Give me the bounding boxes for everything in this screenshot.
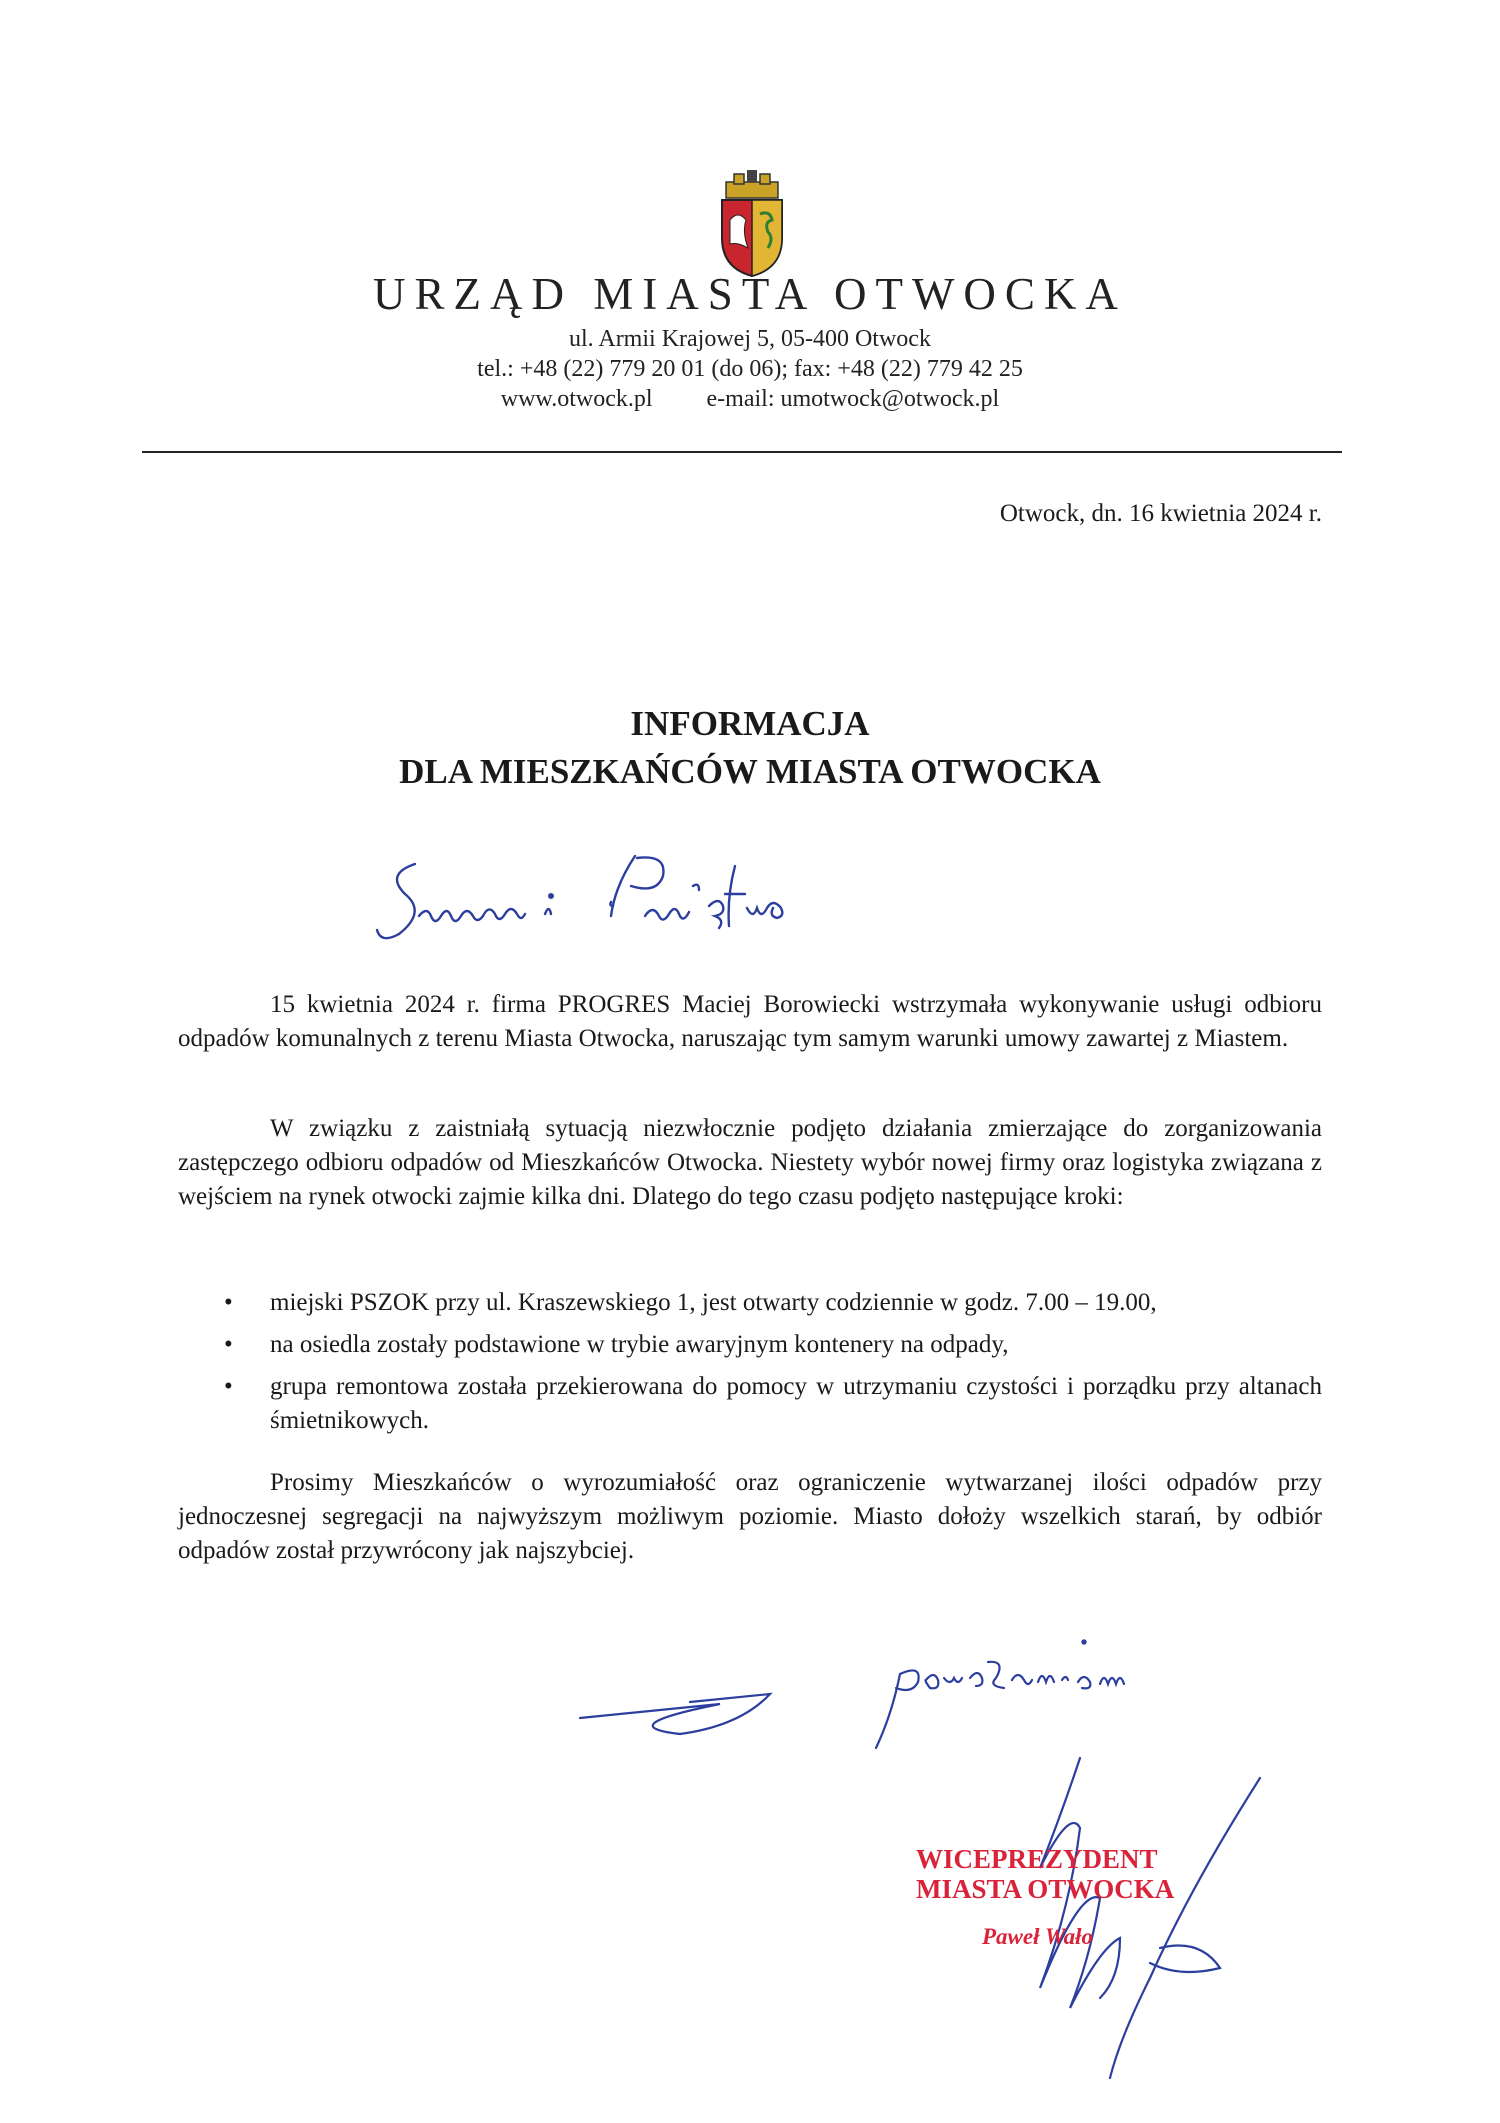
list-item	[178, 1370, 1322, 1438]
handwritten-salutation	[375, 846, 895, 956]
bullet-icon: •	[224, 1331, 233, 1358]
list-item-text: grupa remontowa została przekierowana do pomocy w utrzymaniu czystości i porządku przy altanach śmietnikowych.	[270, 1373, 1322, 1434]
paragraph-1	[178, 988, 1322, 1056]
stamp-title: WICEPREZYDENT	[916, 1844, 1158, 1874]
list-item-text: na osiedla zostały podstawione w trybie awaryjnym kontenery na odpady,	[270, 1331, 1009, 1358]
office-name: URZĄD MIASTA OTWOCKA	[373, 269, 1127, 319]
paragraph-2-text: W związku z zaistniałą sytuacją niezwłocznie podjęto działania zmierzające do zorganizowania zastępczego odbioru odpadów od Mieszkańców Otwocka. Niestety wybór nowej firmy oraz logistyka związana z wejściem na rynek otwocki zajmie kilka dni. Dlatego do tego czasu podjęto następujące kroki:	[178, 1115, 1322, 1210]
bullet-icon: •	[224, 1289, 233, 1316]
office-address: ul. Armii Krajowej 5, 05-400 Otwock	[569, 326, 931, 352]
stamp-city: MIASTA OTWOCKA	[916, 1874, 1175, 1904]
office-phone-fax: tel.: +48 (22) 779 20 01 (do 06); fax: +48 (22) 779 42 25	[477, 356, 1023, 382]
office-website[interactable]: www.otwock.pl	[500, 386, 653, 412]
document-subtitle: DLA MIESZKAŃCÓW MIASTA OTWOCKA	[399, 752, 1101, 791]
office-contacts	[0, 386, 1500, 413]
paragraph-1-text: 15 kwietnia 2024 r. firma PROGRES Maciej Borowiecki wstrzymała wykonywanie usługi odbioru odpadów komunalnych z terenu Miasta Otwocka, naruszając tym samym warunki umowy zawartej z Miastem.	[178, 991, 1322, 1052]
document-title: INFORMACJA	[630, 704, 870, 743]
paragraph-3-text: Prosimy Mieszkańców o wyrozumiałość oraz ograniczenie wytwarzanej ilości odpadów przy jednoczesnej segregacji na najwyższym możliwym poziomie. Miasto dołoży wszelkich starań, by odbiór odpadów został przywrócony jak najszybciej.	[178, 1469, 1322, 1564]
paragraph-3	[178, 1466, 1322, 1568]
official-stamp	[916, 1844, 1216, 1952]
handwritten-closing	[876, 1640, 1124, 1748]
steps-list	[178, 1286, 1322, 1446]
paragraph-2	[178, 1112, 1322, 1214]
letterhead-divider	[142, 451, 1342, 453]
city-crest-logo	[712, 168, 792, 280]
list-item	[178, 1286, 1322, 1320]
stamp-signer-name: Paweł Wało	[982, 1924, 1093, 1949]
list-item-text: miejski PSZOK przy ul. Kraszewskiego 1, jest otwarty codziennie w godz. 7.00 – 19.00,	[270, 1289, 1157, 1316]
bullet-icon: •	[224, 1373, 233, 1400]
list-item	[178, 1328, 1322, 1362]
date-line: Otwock, dn. 16 kwietnia 2024 r.	[999, 500, 1322, 527]
office-email[interactable]: e-mail: umotwock@otwock.pl	[706, 386, 1000, 412]
